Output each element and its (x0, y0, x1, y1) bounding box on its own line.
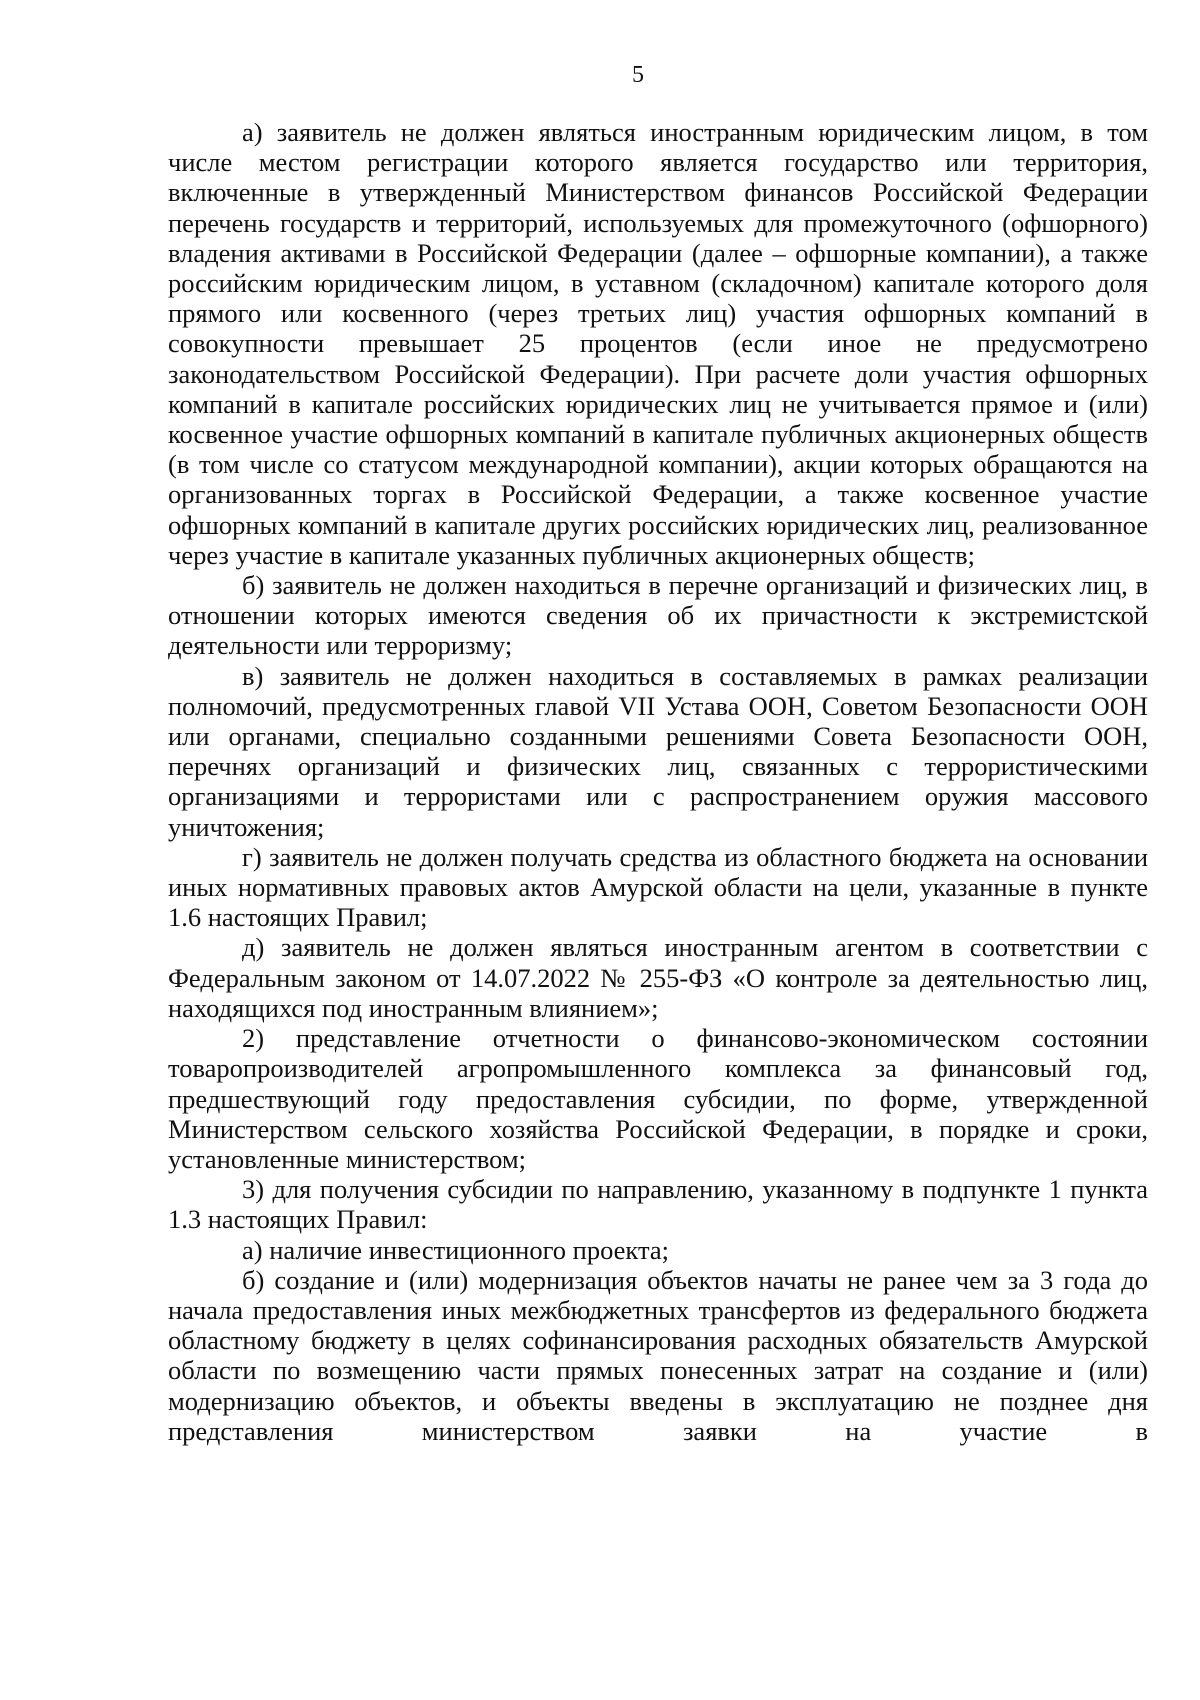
paragraph-construction-modernization: б) создание и (или) модернизация объектов начаты не ранее чем за 3 года до начала предоставления иных межбюджетных трансфертов из федерального бюджета областному бюджету в целях софинансирования расходных обязательств Амурской области по возмещению части прямых понесенных затрат на создание и (или) модернизацию объектов, и объекты введены в эксплуатацию не позднее дня представления министерством заявки на участие в (168, 1264, 1148, 1446)
paragraph-un-sanctions-list: в) заявитель не должен находиться в составляемых в рамках реализации полномочий, предусмотренных главой VII Устава ООН, Советом Безопасности ООН или органами, специально созданными решениями Совета Безопасности ООН, перечнях организаций и физических лиц, связанных с террористическими организациями и террористами или с распространением оружия массового уничтожения; (168, 660, 1148, 842)
document-page (168, 0, 1148, 1700)
paragraph-foreign-agent: д) заявитель не должен являться иностранным агентом в соответствии с Федеральным законом от 14.07.2022 № 255-ФЗ «О контроле за деятельностью лиц, находящихся под иностранным влиянием»; (168, 932, 1148, 1023)
paragraph-offshore-requirement: а) заявитель не должен являться иностранным юридическим лицом, в том числе местом регистрации которого является государство или территория, включенные в утвержденный Министерством финансов Российской Федерации перечень государств и территорий, используемых для промежуточного (офшорного) владения активами в Российской Федерации (далее – офшорные компании), а также российским юридическим лицом, в уставном (складочном) капитале которого доля прямого или косвенного (через третьих лиц) участия офшорных компаний в совокупности превышает 25 процентов (если иное не предусмотрено законодательством Российской Федерации). При расчете доли участия офшорных компаний в капитале российских юридических лиц не учитывается прямое и (или) косвенное участие офшорных компаний в капитале публичных акционерных обществ (в том числе со статусом международной компании), акции которых обращаются на организованных торгах в Российской Федерации, а также косвенное участие офшорных компаний в капитале других российских юридических лиц, реализованное через участие в капитале указанных публичных акционерных обществ; (168, 117, 1148, 570)
page-number: 5 (632, 62, 644, 88)
paragraph-financial-reporting: 2) представление отчетности о финансово-экономическом состоянии товаропроизводителей агропромышленного комплекса за финансовый год, предшествующий году предоставления субсидии, по форме, утвержденной Министерством сельского хозяйства Российской Федерации, в порядке и сроки, установленные министерством; (168, 1023, 1148, 1174)
paragraph-investment-project: а) наличие инвестиционного проекта; (242, 1234, 669, 1265)
document-body (168, 117, 1148, 1446)
paragraph-extremism-list: б) заявитель не должен находиться в перечне организаций и физических лиц, в отношении которых имеются сведения об их причастности к экстремистской деятельности или терроризму; (168, 570, 1148, 661)
paragraph-subsidy-direction: 3) для получения субсидии по направлению, указанному в подпункте 1 пункта 1.3 настоящих Правил: (168, 1174, 1148, 1235)
paragraph-regional-budget: г) заявитель не должен получать средства из областного бюджета на основании иных нормативных правовых актов Амурской области на цели, указанные в пункте 1.6 настоящих Правил; (168, 841, 1148, 933)
